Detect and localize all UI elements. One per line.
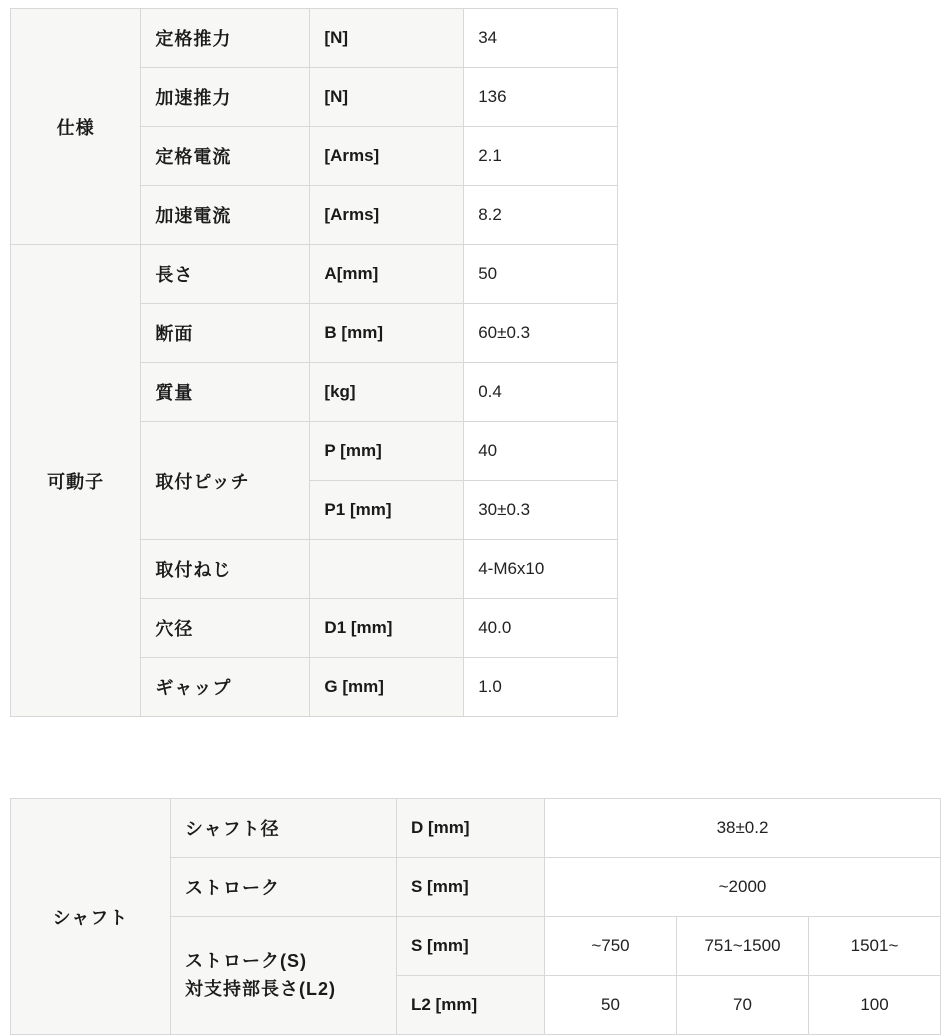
row-value: 8.2: [464, 186, 618, 245]
stroke-label-line1: ストローク(S): [185, 950, 307, 971]
specification-table: [10, 8, 618, 717]
row-value: 30±0.3: [464, 481, 618, 540]
row-unit: S [mm]: [397, 917, 545, 976]
row-label: 質量: [141, 363, 310, 422]
row-unit: S [mm]: [397, 858, 545, 917]
table-row: [11, 245, 618, 304]
row-label: ギャップ: [141, 658, 310, 717]
row-value: 40.0: [464, 599, 618, 658]
row-unit: [Arms]: [310, 127, 464, 186]
group-label-mover: 可動子: [11, 245, 141, 717]
table-row: [11, 799, 941, 858]
row-label: 穴径: [141, 599, 310, 658]
row-value: ~2000: [545, 858, 941, 917]
row-value: 136: [464, 68, 618, 127]
row-unit: [kg]: [310, 363, 464, 422]
row-value: 38±0.2: [545, 799, 941, 858]
row-value: 4-M6x10: [464, 540, 618, 599]
row-unit: A[mm]: [310, 245, 464, 304]
row-unit: [Arms]: [310, 186, 464, 245]
row-unit: P1 [mm]: [310, 481, 464, 540]
row-unit: P [mm]: [310, 422, 464, 481]
row-unit: L2 [mm]: [397, 976, 545, 1035]
row-label: 断面: [141, 304, 310, 363]
row-label: シャフト径: [171, 799, 397, 858]
row-value: 70: [677, 976, 809, 1035]
row-unit: [310, 540, 464, 599]
row-label: 加速推力: [141, 68, 310, 127]
row-value: 100: [809, 976, 941, 1035]
row-value: 34: [464, 9, 618, 68]
row-value: 751~1500: [677, 917, 809, 976]
row-unit: [N]: [310, 68, 464, 127]
row-unit: G [mm]: [310, 658, 464, 717]
row-label-pitch: 取付ピッチ: [141, 422, 310, 540]
group-label-shaft: シャフト: [11, 799, 171, 1035]
row-label: 長さ: [141, 245, 310, 304]
row-label: 定格推力: [141, 9, 310, 68]
row-label: 加速電流: [141, 186, 310, 245]
row-value: ~750: [545, 917, 677, 976]
row-label: ストローク: [171, 858, 397, 917]
row-label: 取付ねじ: [141, 540, 310, 599]
row-value: 60±0.3: [464, 304, 618, 363]
row-label: 定格電流: [141, 127, 310, 186]
stroke-label-line2: 対支持部長さ(L2): [185, 978, 336, 999]
row-unit: D1 [mm]: [310, 599, 464, 658]
group-label-spec: 仕様: [11, 9, 141, 245]
row-label-stroke-support: [171, 917, 397, 1035]
table-row: [11, 9, 618, 68]
row-value: 1.0: [464, 658, 618, 717]
shaft-table: [10, 798, 941, 1035]
row-unit: [N]: [310, 9, 464, 68]
row-value: 50: [545, 976, 677, 1035]
row-value: 50: [464, 245, 618, 304]
row-value: 0.4: [464, 363, 618, 422]
row-unit: D [mm]: [397, 799, 545, 858]
row-value: 2.1: [464, 127, 618, 186]
row-value: 1501~: [809, 917, 941, 976]
row-unit: B [mm]: [310, 304, 464, 363]
row-value: 40: [464, 422, 618, 481]
